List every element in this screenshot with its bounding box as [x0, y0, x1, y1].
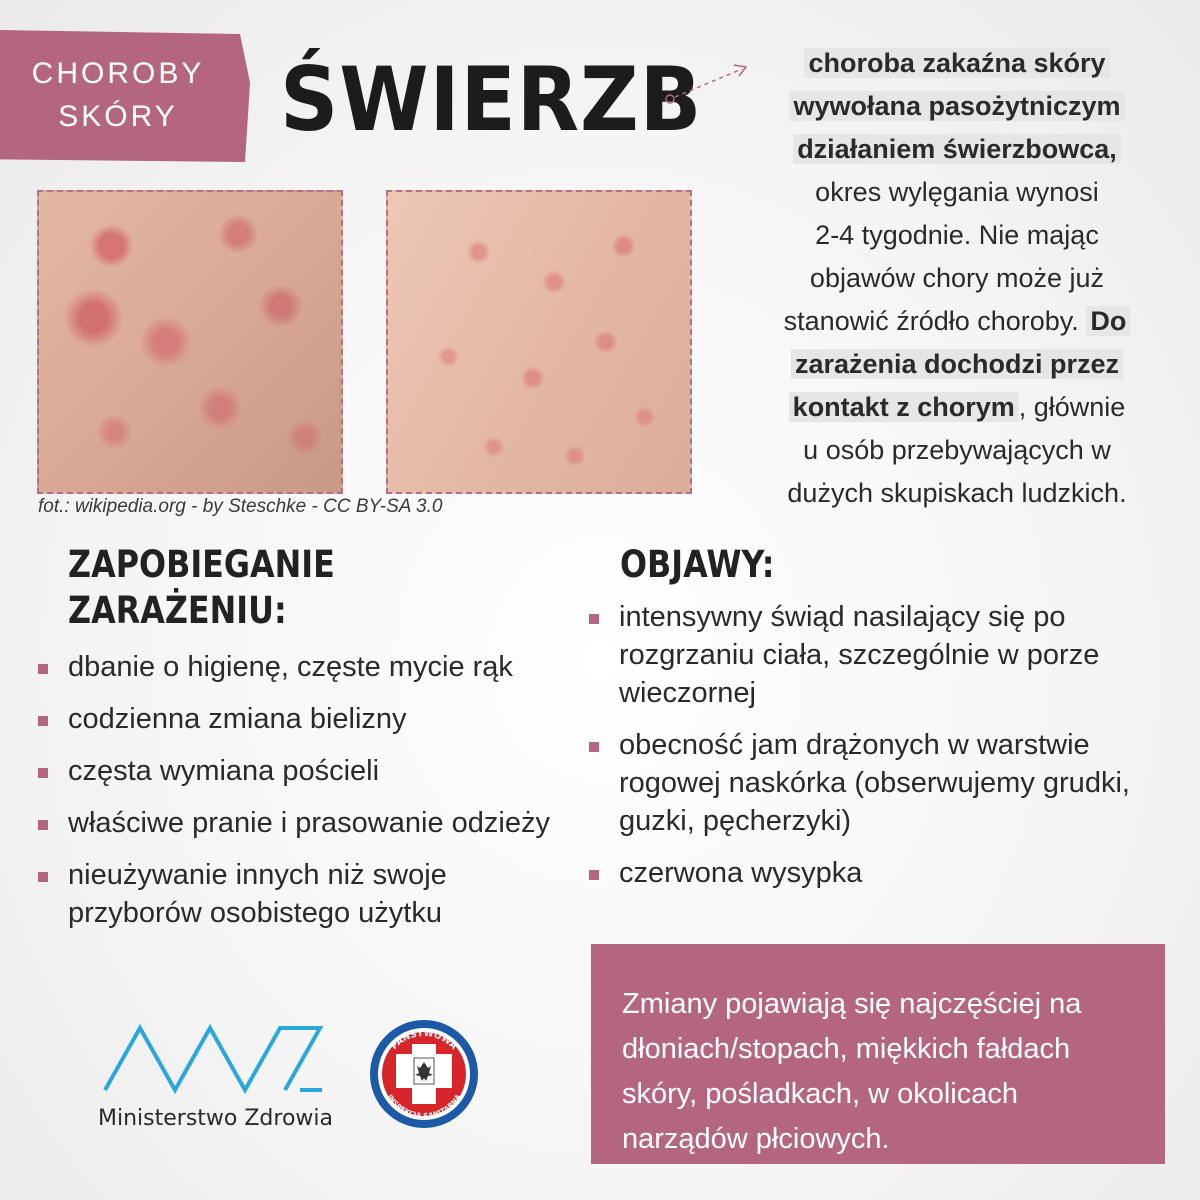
description-bold-2: wywołana pasożytniczym [789, 91, 1124, 121]
list-item: właściwe pranie i prasowanie odzieży [38, 804, 558, 842]
sanitary-inspection-logo-icon [368, 1018, 480, 1130]
description-text-7: dużych skupiskach ludzkich. [787, 478, 1127, 508]
svg-text:PAŃSTWOWA: PAŃSTWOWA [389, 1028, 459, 1052]
prevention-list [38, 648, 558, 946]
description-text-3: objawów chory może już [809, 263, 1105, 293]
category-line-2: SKÓRY [58, 100, 178, 133]
description-text-1: okres wylęgania wynosi [815, 177, 1099, 207]
prevention-heading [68, 542, 335, 634]
category-tag-text [0, 52, 236, 138]
photo-credit: fot.: wikipedia.org - by Steschke - CC BY-SA 3.0 [38, 496, 443, 517]
svg-text:INSPEKCJA SANITARNA: INSPEKCJA SANITARNA [385, 1093, 463, 1121]
list-item: nieużywanie innych niż swoje przyborów osobistego użytku [38, 856, 558, 932]
list-item: czerwona wysypka [589, 854, 1149, 892]
skin-photo-1 [37, 190, 343, 494]
list-item: codzienna zmiana bielizny [38, 700, 558, 738]
list-item: obecność jam drążonych w warstwie rogowej naskórka (obserwujemy grudki, guzki, pęcherzyki) [589, 726, 1149, 840]
description-bold-6: kontakt z chorym [789, 392, 1019, 422]
location-note: Zmiany pojawiają się najczęściej na dłoniach/stopach, miękkich fałdach skóry, pośladkach, w okolicach narządów płciowych. [591, 944, 1165, 1164]
ministry-label: Ministerstwo Zdrowia [98, 1106, 333, 1131]
symptoms-list [589, 598, 1149, 906]
description-bold-4: Do [1086, 306, 1130, 336]
disease-description [722, 42, 1192, 515]
page-title: ŚWIERZB [280, 48, 703, 151]
description-text-5: , głównie [1018, 392, 1126, 422]
description-bold-1: choroba zakaźna skóry [804, 48, 1109, 78]
description-text-2: 2-4 tygodnie. Nie mając [815, 220, 1099, 250]
prevention-heading-line-2: ZARAŻENIU: [68, 589, 287, 632]
category-line-1: CHOROBY [31, 57, 205, 90]
description-bold-5: zarażenia dochodzi przez [791, 349, 1123, 379]
list-item: dbanie o higienę, częste mycie rąk [38, 648, 558, 686]
prevention-heading-line-1: ZAPOBIEGANIE [68, 543, 335, 586]
description-text-6: u osób przebywających w [803, 435, 1111, 465]
list-item: intensywny świąd nasilający się po rozgrzaniu ciała, szczególnie w porze wieczornej [589, 598, 1149, 712]
list-item: częsta wymiana pościeli [38, 752, 558, 790]
skin-photo-2 [386, 190, 692, 494]
description-text-4: stanowić źródło choroby. [783, 306, 1079, 336]
description-bold-3: działaniem świerzbowca, [793, 134, 1121, 164]
symptoms-heading: OBJAWY: [620, 543, 775, 586]
